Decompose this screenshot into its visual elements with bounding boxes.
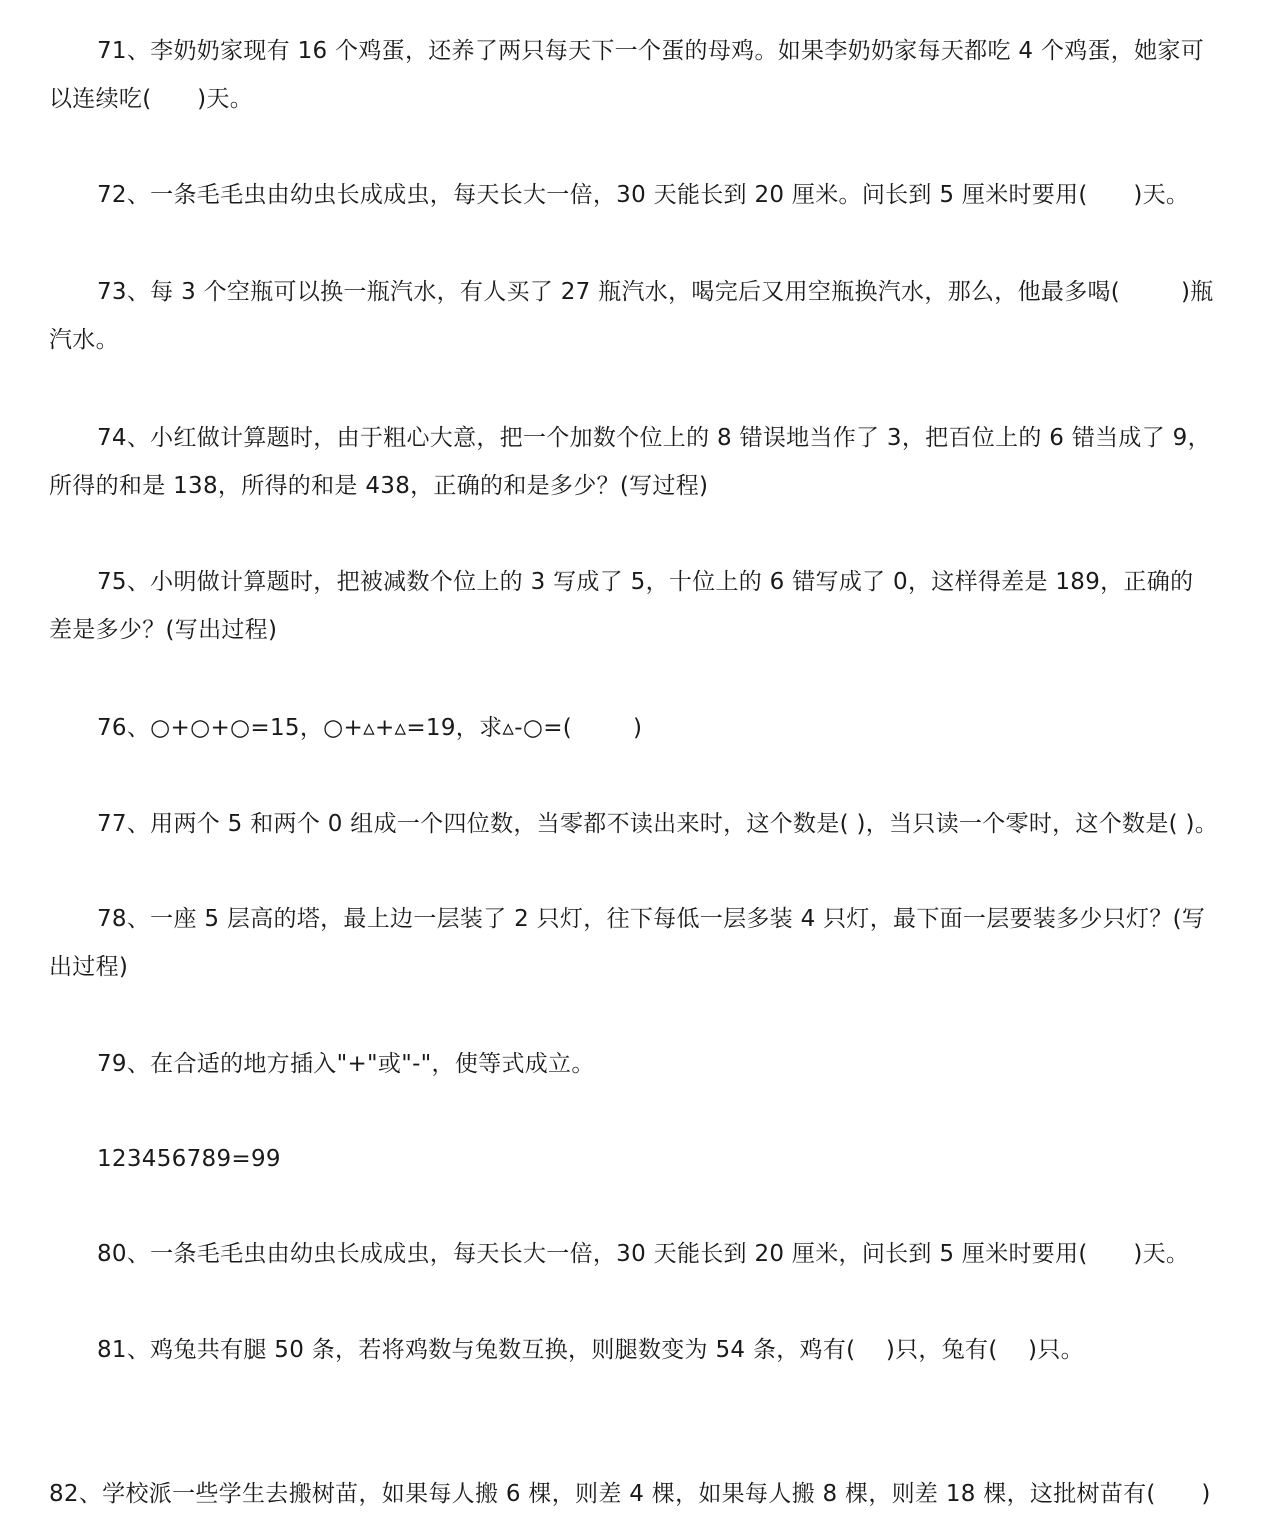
question-82 <box>49 1422 1233 1518</box>
question-79 <box>49 1040 1233 1088</box>
question-74 <box>49 414 1233 510</box>
question-71 <box>49 27 1233 123</box>
question-78-line-2: 出过程) <box>49 954 129 980</box>
question-80-line-1: 80、一条毛毛虫由幼虫长成成虫，每天长大一倍，30 天能长到 20 厘米，问长到 5 厘米时要用( )天。 <box>97 1241 1190 1267</box>
question-73-line-2: 汽水。 <box>49 327 119 353</box>
question-81-line-1: 81、鸡兔共有腿 50 条，若将鸡数与兔数互换，则腿数变为 54 条，鸡有( )只，兔有( )只。 <box>97 1337 1084 1363</box>
question-73-line-1: 73、每 3 个空瓶可以换一瓶汽水，有人买了 27 瓶汽水，喝完后又用空瓶换汽水，那么，他最多喝( )瓶 <box>97 279 1214 305</box>
question-80 <box>49 1230 1233 1278</box>
question-76 <box>49 704 1233 752</box>
question-81 <box>49 1326 1233 1374</box>
question-72 <box>49 171 1233 219</box>
question-74-line-1: 74、小红做计算题时，由于粗心大意，把一个加数个位上的 8 错误地当作了 3，把百位上的 6 错当成了 9， <box>97 425 1211 451</box>
question-77 <box>49 800 1233 848</box>
question-71-line-1: 71、李奶奶家现有 16 个鸡蛋，还养了两只每天下一个蛋的母鸡。如果李奶奶家每天都吃 4 个鸡蛋，她家可 <box>97 38 1205 64</box>
question-75 <box>49 558 1233 654</box>
question-71-line-2: 以连续吃( )天。 <box>49 86 254 112</box>
question-76-line-1: 76、○+○+○=15，○+▵+▵=19，求▵-○=( ) <box>97 715 643 741</box>
question-79-line-1: 79、在合适的地方插入"+"或"-"，使等式成立。 <box>97 1051 595 1077</box>
question-78-line-1: 78、一座 5 层高的塔，最上边一层装了 2 只灯，往下每低一层多装 4 只灯，最下面一层要装多少只灯？(写 <box>97 906 1206 932</box>
question-73 <box>49 268 1233 364</box>
question-77-line-1: 77、用两个 5 和两个 0 组成一个四位数，当零都不读出来时，这个数是( )，当只读一个零时，这个数是( )。 <box>97 811 1219 837</box>
question-82-line-1: 82、学校派一些学生去搬树苗，如果每人搬 6 棵，则差 4 棵，如果每人搬 8 棵，则差 18 棵，这批树苗有( ) <box>49 1481 1211 1507</box>
question-79-equation-text: 123456789=99 <box>97 1146 281 1172</box>
question-79-equation <box>49 1135 1233 1183</box>
question-72-line-1: 72、一条毛毛虫由幼虫长成成虫，每天长大一倍，30 天能长到 20 厘米。问长到 5 厘米时要用( )天。 <box>97 182 1190 208</box>
question-78 <box>49 895 1233 991</box>
question-75-line-2: 差是多少？(写出过程) <box>49 617 278 643</box>
question-74-line-2: 所得的和是 138，所得的和是 438，正确的和是多少？(写过程) <box>49 473 709 499</box>
question-75-line-1: 75、小明做计算题时，把被减数个位上的 3 写成了 5，十位上的 6 错写成了 0，这样得差是 189，正确的 <box>97 569 1194 595</box>
